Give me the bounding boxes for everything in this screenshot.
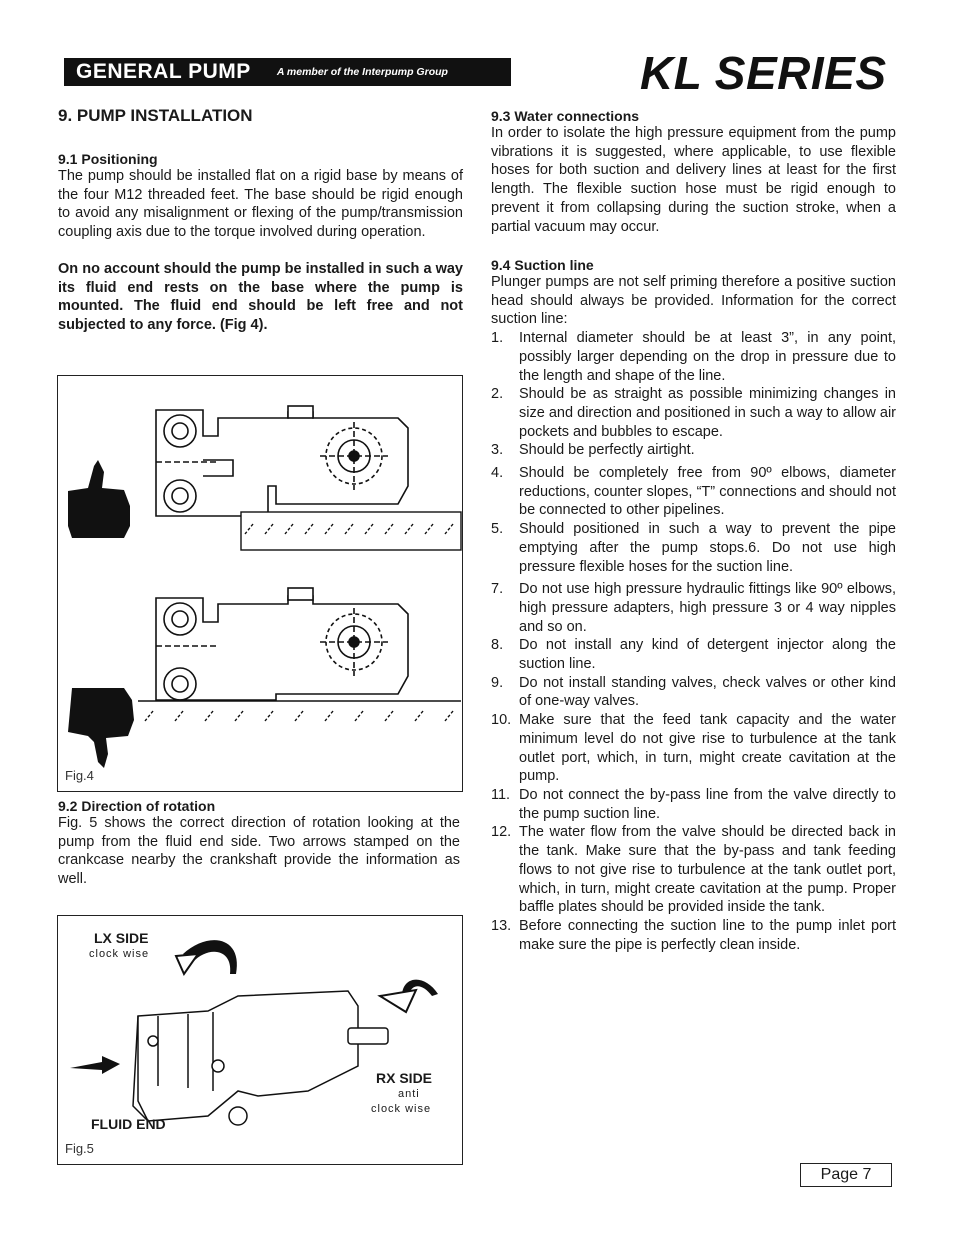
- list-item: [491, 711, 896, 786]
- brand-name: GENERAL PUMP: [76, 60, 251, 83]
- pump-correct: [156, 406, 408, 516]
- fig4-label: Fig.4: [65, 768, 94, 783]
- base-bottom: [138, 701, 461, 721]
- rx-direction-label-1: anti: [398, 1088, 420, 1100]
- thumbs-down-icon: [68, 688, 134, 768]
- rotation-text: Fig. 5 shows the correct direction of rotation looking at the pump from the fluid end side. Two arrows stamped on the crankcase nearby the crankshaft provide the information as well.: [58, 815, 460, 888]
- suction-list: [491, 329, 896, 954]
- base-top: [241, 512, 461, 550]
- item-text: Should be completely free from 90º elbows, diameter reductions, counter slopes, “T” connections and should not be connected to other pipelines.: [519, 465, 896, 519]
- anticlockwise-arrow-icon: [380, 980, 438, 1012]
- section-title: 9. PUMP INSTALLATION: [58, 106, 253, 125]
- item-number: 8.: [491, 637, 504, 654]
- item-number: 10.: [491, 712, 512, 729]
- water-heading: 9.3 Water connections: [491, 108, 640, 124]
- lx-side-label: LX SIDE: [94, 930, 149, 946]
- list-item: [491, 441, 896, 460]
- list-item: [491, 786, 896, 823]
- item-number: 4.: [491, 465, 504, 482]
- item-number: 3.: [491, 442, 504, 459]
- item-number: 9.: [491, 674, 504, 691]
- item-text: Do not install any kind of detergent injector along the suction line.: [519, 637, 896, 673]
- fluid-end-label: FLUID END: [91, 1116, 166, 1132]
- fluid-end-arrow-icon: [70, 1056, 120, 1074]
- item-number: 5.: [491, 521, 504, 538]
- item-text: Should be perfectly airtight.: [519, 442, 695, 459]
- page-number: Page 7: [800, 1163, 892, 1187]
- list-item: [491, 464, 896, 520]
- item-number: 7.: [491, 581, 504, 598]
- brand-tagline: A member of the Interpump Group: [276, 66, 448, 78]
- rotation-section: [58, 798, 460, 889]
- item-text: Do not use high pressure hydraulic fittings like 90º elbows, high pressure adapters, high pressure 3 or 4 way nipples and so on.: [519, 581, 896, 635]
- rotation-heading: 9.2 Direction of rotation: [58, 798, 216, 814]
- suction-heading: 9.4 Suction line: [491, 257, 594, 273]
- positioning-heading: 9.1 Positioning: [58, 151, 158, 167]
- item-number: 13.: [491, 917, 512, 934]
- list-item: [491, 823, 896, 917]
- suction-section: [491, 257, 896, 954]
- positioning-text: The pump should be installed flat on a rigid base by means of the four M12 threaded feet. The base should be rigid enough to avoid any misalignment or flexing of the pump/transmission coupling axis due to the torque involved during operation.: [58, 168, 463, 241]
- list-item: [491, 329, 896, 385]
- list-item: [491, 674, 896, 711]
- item-text: Internal diameter should be at least 3”, in any point, possibly larger depending on the drop in pressure due to the length and shape of the line.: [519, 330, 896, 384]
- item-text: The water flow from the valve should be directed back in the tank. Make sure that the by-pass and tank feeding flows to not give rise to turbulence at the tank outlet port, which, in turn, might create cavitation at the pump. Proper baffle plates should be provided inside the tank.: [519, 824, 896, 916]
- item-number: 12.: [491, 824, 512, 841]
- lx-direction-label: clock wise: [89, 948, 150, 960]
- fig5-label: Fig.5: [65, 1141, 94, 1156]
- figure-4: [57, 375, 463, 792]
- thumbs-up-icon: [68, 460, 130, 538]
- list-item: [491, 580, 896, 636]
- brand-bar: [64, 58, 511, 86]
- item-number: 1.: [491, 330, 504, 347]
- water-text: In order to isolate the high pressure equipment from the pump vibrations it is suggested, where applicable, to use flexible hoses for both suction and delivery lines at least for the first length. The flexible suction hose must be rigid enough to prevent it from collapsing during the suction stroke, when a partial vacuum may occur.: [491, 125, 896, 235]
- positioning-warning: On no account should the pump be installed in such a way its fluid end rests on the base where the pump is mounted. The fluid end should be left free and not subjected to any force. (Fig 4).: [58, 260, 463, 333]
- clockwise-arrow-icon: [176, 940, 237, 974]
- list-item: [491, 385, 896, 441]
- series-title: KL SERIES: [640, 47, 887, 99]
- item-number: 2.: [491, 386, 504, 403]
- item-text: Before connecting the suction line to the pump inlet port make sure the pipe is perfectly clean inside.: [519, 917, 896, 953]
- item-text: Do not install standing valves, check valves or other kind of one-way valves.: [519, 674, 896, 710]
- positioning-section: [58, 151, 463, 335]
- item-text: Make sure that the feed tank capacity and the water minimum level do not give rise to turbulence at the tank outlet port, which, in turn, might create cavitation at the pump.: [519, 712, 896, 785]
- list-item: [491, 636, 896, 673]
- item-text: Should be as straight as possible minimizing changes in size and direction and positioned in such a way to allow air pockets and bubbles to escape.: [519, 386, 896, 440]
- pump-installation-illustration: [58, 376, 462, 791]
- rx-direction-label-2: clock wise: [371, 1103, 432, 1115]
- pump-incorrect: [156, 588, 408, 700]
- figure-5: [57, 915, 463, 1165]
- list-item: [491, 520, 896, 576]
- list-item: [491, 917, 896, 954]
- item-text: Should positioned in such a way to prevent the pipe emptying after the pump stops.6. Do not use high pressure flexible hoses for the suction line.: [519, 521, 896, 575]
- item-number: 11.: [491, 786, 511, 803]
- suction-intro: Plunger pumps are not self priming therefore a positive suction head should always be provided. Information for the correct suction line:: [491, 274, 896, 328]
- water-section: [491, 108, 896, 236]
- item-text: Do not connect the by-pass line from the valve directly to the pump suction line.: [519, 786, 896, 822]
- pump-3d: [133, 991, 388, 1125]
- rx-side-label: RX SIDE: [376, 1070, 433, 1086]
